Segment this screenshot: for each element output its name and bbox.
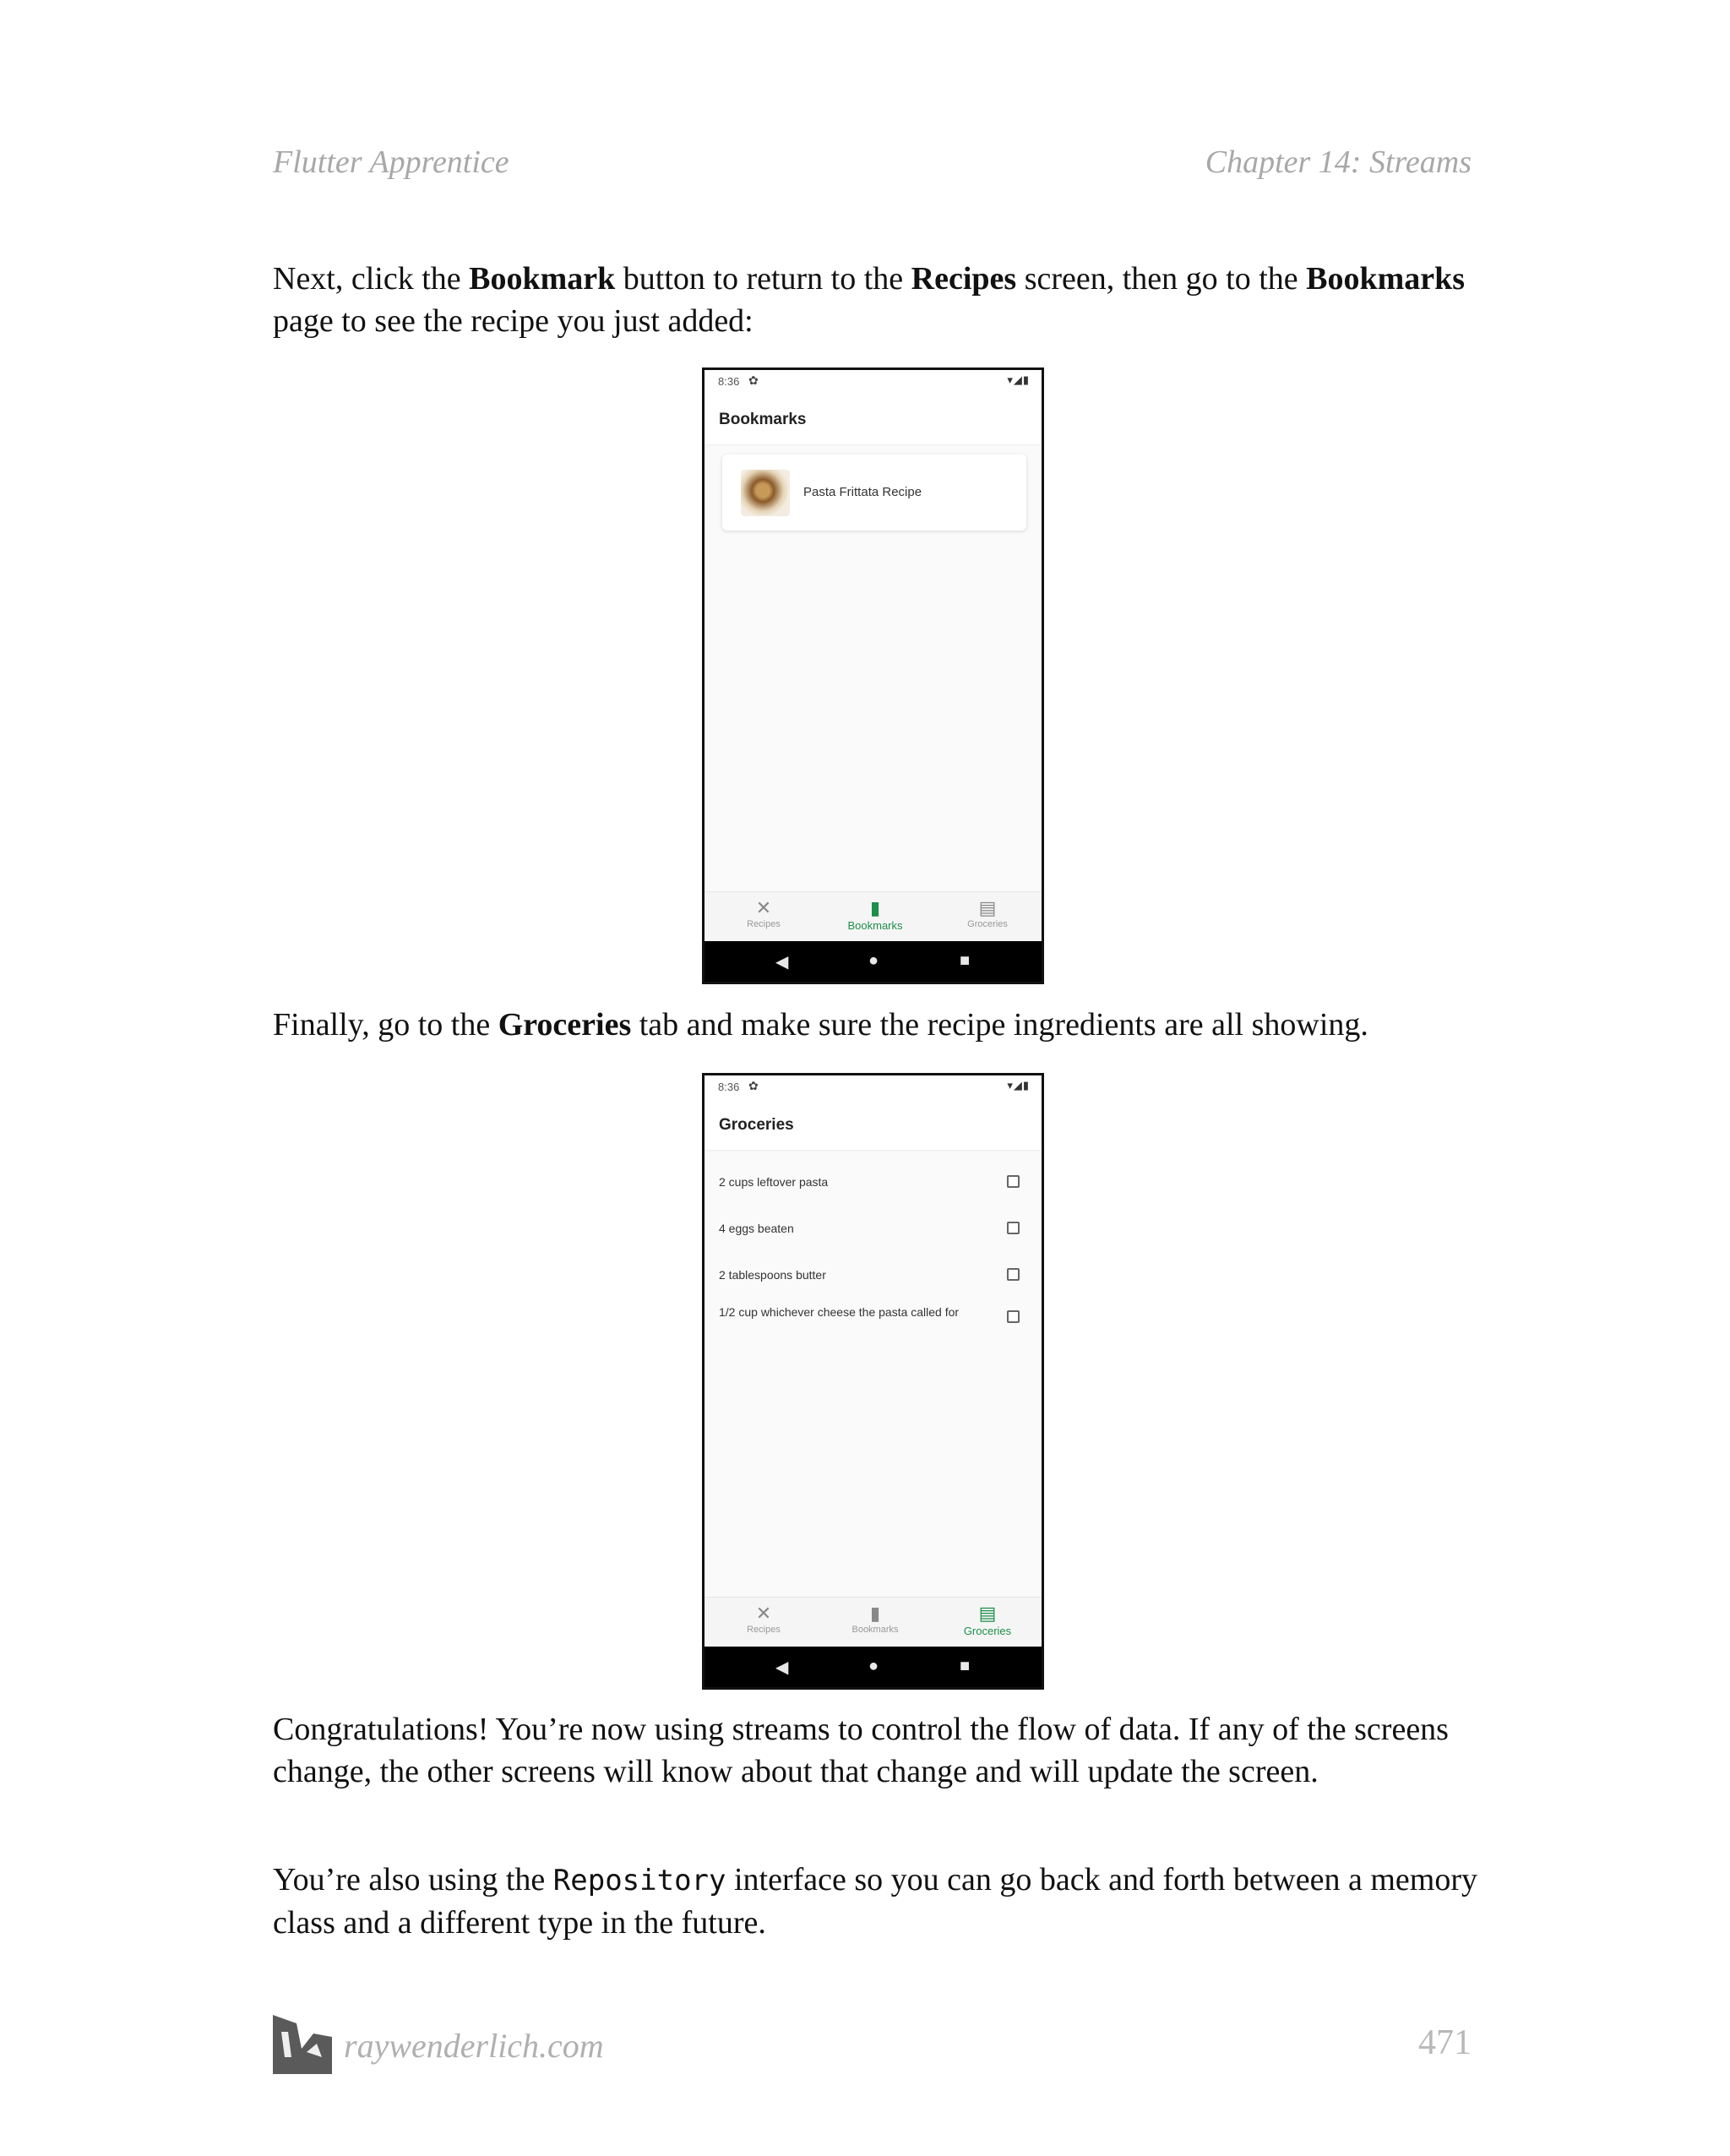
document-icon: ▤ — [978, 1603, 997, 1624]
tab-label: Recipes — [747, 919, 781, 929]
tab-recipes[interactable] — [713, 897, 814, 929]
checkbox[interactable] — [1007, 1175, 1020, 1188]
app-bar — [705, 392, 1042, 444]
settings-icon: ✿ — [748, 1079, 759, 1092]
bookmarks-icon: ▮ — [869, 897, 881, 918]
bold-bookmark: Bookmark — [469, 261, 616, 297]
bold-bookmarks: Bookmarks — [1306, 261, 1466, 297]
paragraph-congratulations: Congratulations! You’re now using streams to control the flow of data. If any of the screens change, the other screens will know about that change and will update the screen. — [273, 1712, 1449, 1789]
status-time: 8:36 — [718, 1081, 740, 1093]
grocery-item-label: 4 eggs beaten — [719, 1222, 794, 1235]
paragraph-repository — [273, 1859, 1489, 1944]
text-run: Finally, go to the — [273, 1007, 498, 1043]
grocery-item-label: 1/2 cup whichever cheese the pasta called for — [719, 1305, 960, 1319]
paragraph-bookmarks — [273, 258, 1489, 342]
text-run: You’re also using the — [273, 1862, 553, 1897]
system-navigation-bar — [705, 941, 1042, 982]
bottom-navigation — [705, 891, 1042, 941]
home-icon[interactable]: ● — [868, 951, 879, 970]
grocery-item[interactable] — [705, 1206, 1042, 1253]
bookmarks-screenshot — [702, 368, 1044, 984]
paragraph-groceries — [273, 1004, 1489, 1046]
home-icon[interactable]: ● — [868, 1657, 879, 1675]
back-icon[interactable]: ◀ — [775, 953, 789, 972]
status-time: 8:36 — [718, 375, 740, 388]
tab-recipes[interactable] — [713, 1603, 814, 1635]
recents-icon[interactable]: ■ — [960, 951, 971, 970]
tab-label: Groceries — [967, 919, 1008, 929]
text-run: button to return to the — [615, 261, 911, 297]
page-title: Groceries — [719, 1116, 794, 1134]
bold-recipes: Recipes — [911, 261, 1017, 297]
footer-site: raywenderlich.com — [344, 2027, 604, 2065]
bottom-navigation — [705, 1597, 1042, 1647]
text-run: screen, then go to the — [1016, 261, 1307, 297]
page-title: Bookmarks — [719, 411, 807, 428]
groceries-screenshot — [702, 1073, 1044, 1690]
tab-label: Bookmarks — [851, 1625, 899, 1635]
grocery-item-label: 2 tablespoons butter — [719, 1268, 826, 1282]
tab-label: Bookmarks — [847, 919, 903, 932]
utensils-icon: ✕ — [755, 897, 772, 918]
text-run: tab and make sure the recipe ingredients are all showing. — [631, 1007, 1368, 1043]
bookmark-card[interactable] — [722, 455, 1026, 531]
tab-bookmarks[interactable] — [824, 1603, 926, 1635]
document-icon: ▤ — [978, 897, 997, 918]
recipe-title: Pasta Frittata Recipe — [803, 485, 922, 499]
settings-icon: ✿ — [748, 373, 759, 387]
tab-label: Recipes — [747, 1625, 781, 1635]
status-bar — [705, 370, 1042, 392]
utensils-icon: ✕ — [755, 1603, 772, 1624]
checkbox[interactable] — [1007, 1268, 1020, 1281]
grocery-item[interactable] — [705, 1293, 1042, 1348]
signal-battery-icons: ▾◢▮ — [1007, 1079, 1030, 1092]
grocery-item[interactable] — [705, 1160, 1042, 1206]
tab-groceries[interactable] — [937, 1603, 1038, 1637]
code-repository: Repository — [552, 1864, 726, 1897]
tab-groceries[interactable] — [937, 897, 1038, 929]
bookmarks-icon: ▮ — [869, 1603, 881, 1624]
page-number: 471 — [1418, 2023, 1472, 2062]
bold-groceries: Groceries — [498, 1007, 632, 1043]
grocery-item[interactable] — [705, 1253, 1042, 1299]
recipe-thumbnail — [741, 470, 790, 516]
text-run: Next, click the — [273, 261, 470, 297]
grocery-item-label: 2 cups leftover pasta — [719, 1175, 829, 1189]
text-run: page to see the recipe you just added: — [273, 303, 753, 339]
back-icon[interactable]: ◀ — [775, 1658, 789, 1677]
checkbox[interactable] — [1007, 1222, 1020, 1234]
book-title: Flutter Apprentice — [273, 144, 509, 180]
app-bar — [705, 1097, 1042, 1150]
tab-label: Groceries — [963, 1625, 1012, 1637]
tab-bookmarks[interactable] — [824, 897, 926, 932]
signal-battery-icons: ▾◢▮ — [1007, 373, 1030, 386]
text-run: interface so you can go back and forth between a memory class and a different type in the future. — [273, 1862, 1477, 1941]
raywenderlich-logo-icon — [273, 2015, 332, 2074]
checkbox[interactable] — [1007, 1310, 1020, 1323]
status-bar — [705, 1075, 1042, 1097]
chapter-title: Chapter 14: Streams — [1205, 144, 1472, 180]
recents-icon[interactable]: ■ — [960, 1657, 971, 1675]
system-navigation-bar — [705, 1647, 1042, 1687]
